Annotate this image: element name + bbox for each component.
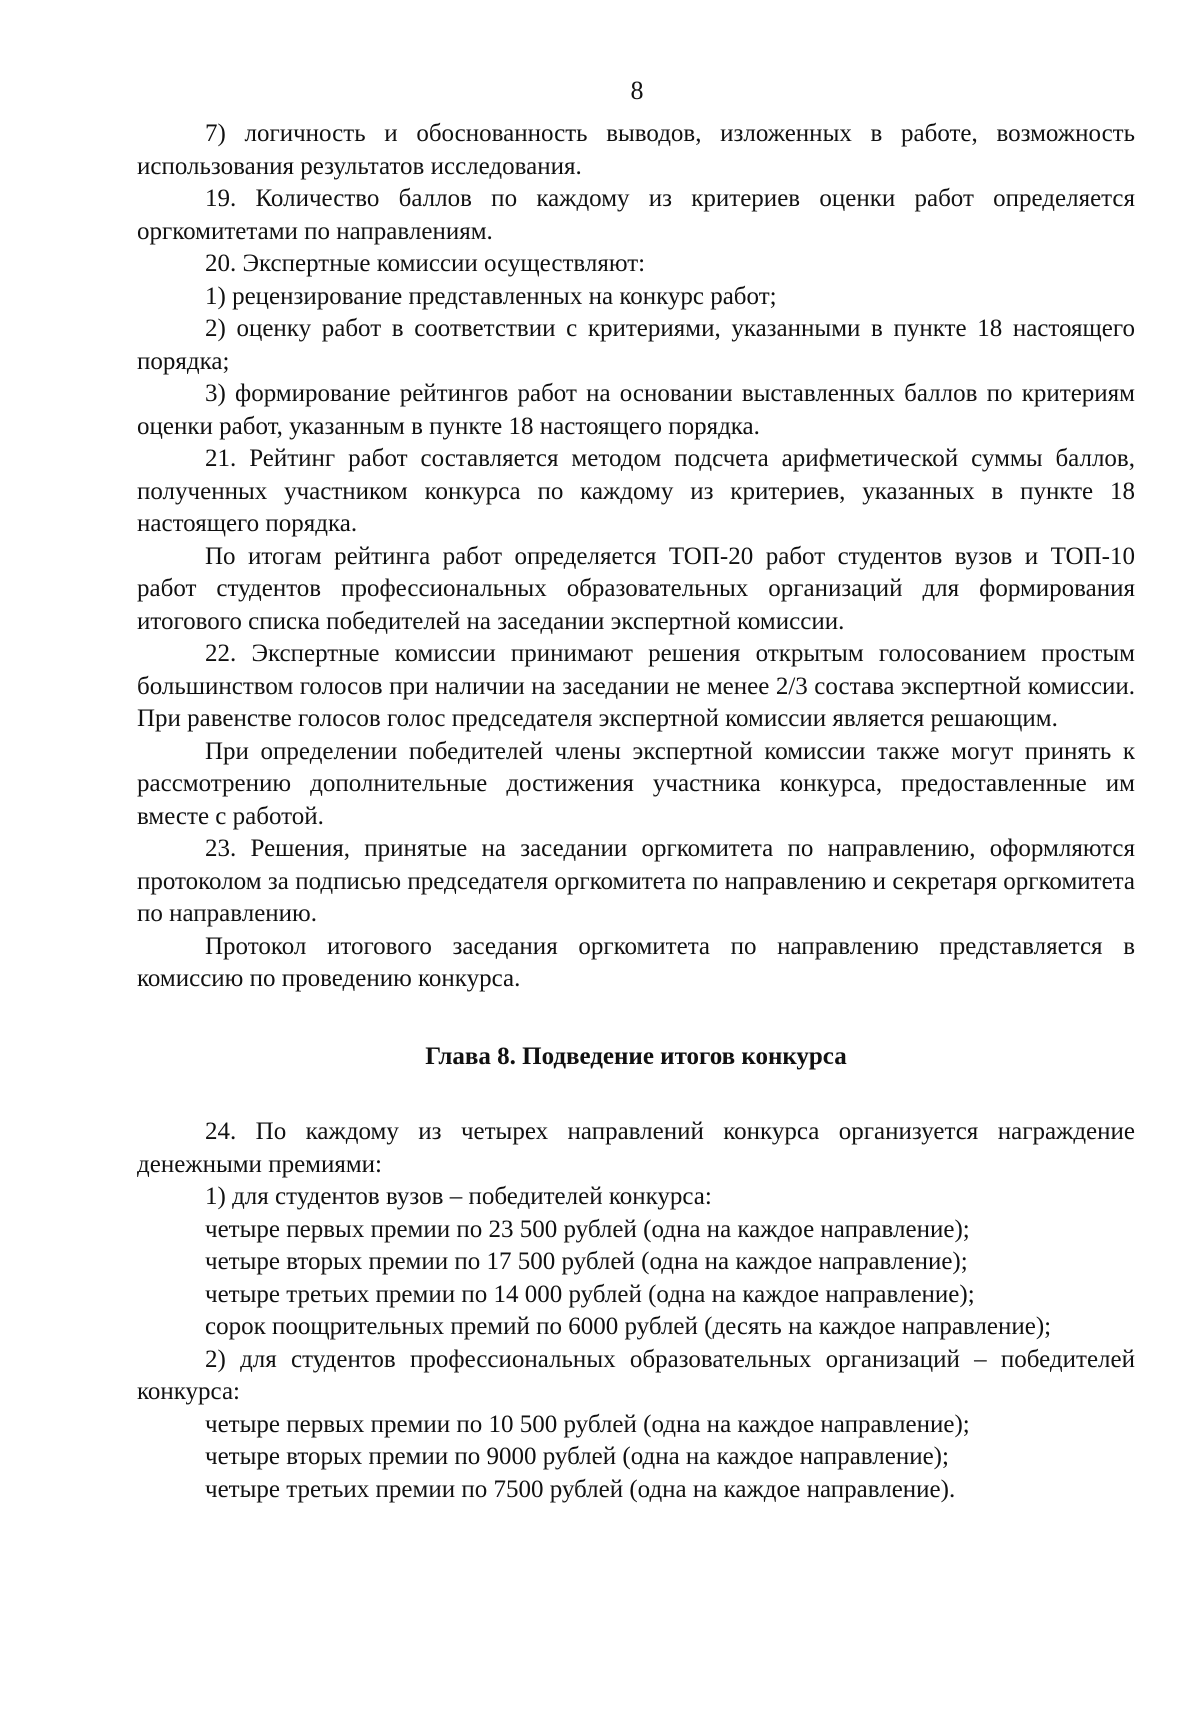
paragraph-p24-2: 2) для студентов профессиональных образовательных организаций – победителей конкурса: bbox=[137, 1345, 1135, 1405]
paragraph-p24-1: 1) для студентов вузов – победителей конкурса: bbox=[205, 1183, 712, 1210]
paragraph-p20-2: 2) оценку работ в соответствии с критериями, указанными в пункте 18 настоящего порядка; bbox=[137, 315, 1135, 375]
paragraph-p20-3: 3) формирование рейтингов работ на основании выставленных баллов по критериям оценки работ, указанным в пункте 18 настоящего порядка. bbox=[137, 380, 1135, 440]
paragraphs-after bbox=[137, 1116, 1135, 1506]
paragraph-p24-1d: сорок поощрительных премий по 6000 рублей (десять на каждое направление); bbox=[205, 1313, 1052, 1340]
paragraph-p23-b: Протокол итогового заседания оргкомитета по направлению представляется в комиссию по проведению конкурса. bbox=[137, 932, 1135, 992]
paragraph-p22: 22. Экспертные комиссии принимают решения открытым голосованием простым большинством голосов при наличии на заседании не менее 2/3 состава экспертной комиссии. При равенстве голосов голос председателя экспертной комиссии является решающим. bbox=[137, 640, 1135, 732]
paragraph-p22-b: При определении победителей члены экспертной комиссии также могут принять к рассмотрению дополнительные достижения участника конкурса, предоставленные им вместе с работой. bbox=[137, 737, 1135, 830]
paragraph-p21: 21. Рейтинг работ составляется методом подсчета арифметической суммы баллов, полученных участником конкурса по каждому из критериев, указанных в пункте 18 настоящего порядка. bbox=[137, 445, 1135, 537]
paragraph-p24-2a: четыре первых премии по 10 500 рублей (одна на каждое направление); bbox=[205, 1410, 970, 1438]
paragraph-p24-1a: четыре первых премии по 23 500 рублей (одна на каждое направление); bbox=[205, 1215, 970, 1243]
document-body bbox=[137, 118, 1135, 1506]
paragraphs-before bbox=[137, 118, 1135, 996]
paragraph-p20: 20. Экспертные комиссии осуществляют: bbox=[205, 250, 646, 277]
page-number: 8 bbox=[630, 76, 644, 105]
chapter-heading: Глава 8. Подведение итогов конкурса bbox=[425, 1042, 847, 1070]
paragraph-p19: 19. Количество баллов по каждому из критериев оценки работ определяется оргкомитетами по направлениям. bbox=[137, 185, 1135, 245]
paragraph-p18-7: 7) логичность и обоснованность выводов, изложенных в работе, возможность использования результатов исследования. bbox=[137, 120, 1135, 180]
paragraph-p24-1c: четыре третьих премии по 14 000 рублей (одна на каждое направление); bbox=[205, 1280, 975, 1308]
paragraph-p21-b: По итогам рейтинга работ определяется ТОП-20 работ студентов вузов и ТОП-10 работ студентов профессиональных образовательных организаций для формирования итогового списка победителей на заседании экспертной комиссии. bbox=[137, 542, 1135, 635]
paragraph-p24-2c: четыре третьих премии по 7500 рублей (одна на каждое направление). bbox=[205, 1475, 956, 1503]
paragraph-p20-1: 1) рецензирование представленных на конкурс работ; bbox=[205, 282, 777, 310]
paragraph-p24-2b: четыре вторых премии по 9000 рублей (одна на каждое направление); bbox=[205, 1443, 949, 1470]
paragraph-p24: 24. По каждому из четырех направлений конкурса организуется награждение денежными премиями: bbox=[137, 1118, 1135, 1178]
paragraph-p23: 23. Решения, принятые на заседании оргкомитета по направлению, оформляются протоколом за подписью председателя оргкомитета по направлению и секретаря оргкомитета по направлению. bbox=[137, 835, 1135, 927]
paragraph-p24-1b: четыре вторых премии по 17 500 рублей (одна на каждое направление); bbox=[205, 1248, 968, 1275]
